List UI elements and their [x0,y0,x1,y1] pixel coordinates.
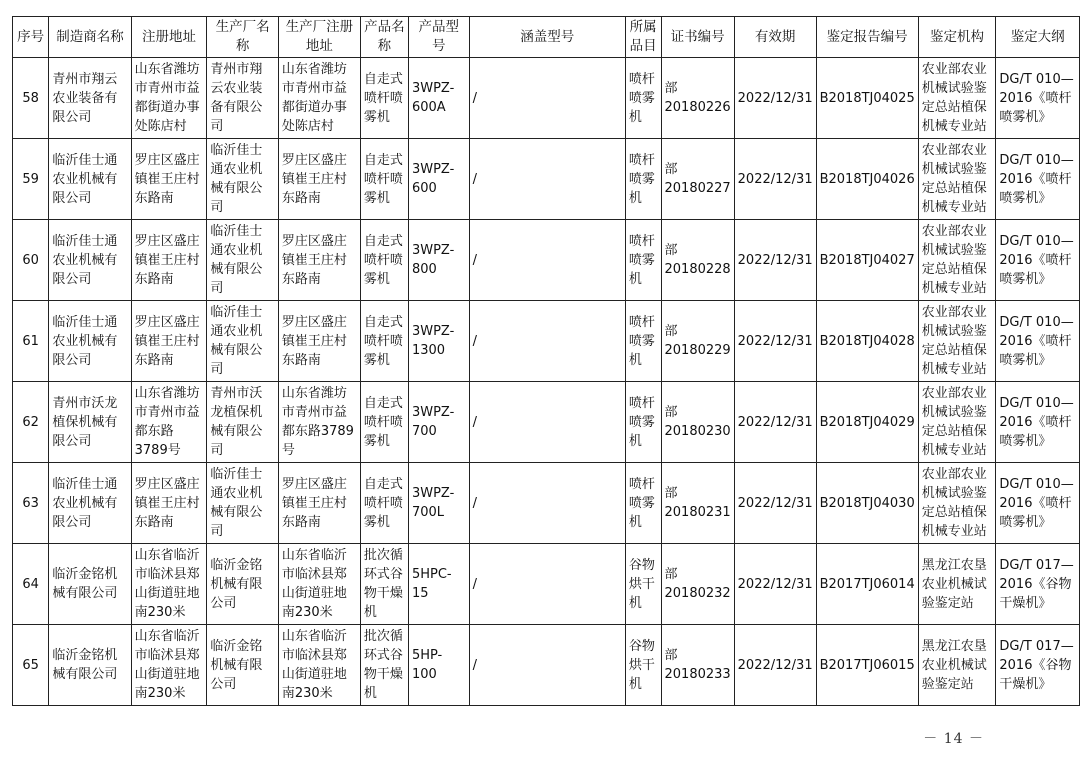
cell-cert-no: 部20180226 [661,58,734,139]
cell-factory: 临沂金铭机械有限公司 [207,544,278,625]
cell-covered-models: / [469,463,625,544]
table-row [13,58,1080,139]
cell-agency: 黑龙江农垦农业机械试验鉴定站 [918,544,996,625]
cell-factory: 青州市翔云农业装备有限公司 [207,58,278,139]
cell-no: 58 [13,58,49,139]
cell-manufacturer: 临沂金铭机械有限公司 [49,625,131,706]
cell-agency: 农业部农业机械试验鉴定总站植保机械专业站 [918,301,996,382]
header-report-no: 鉴定报告编号 [816,17,918,58]
cell-covered-models: / [469,544,625,625]
table-row [13,544,1080,625]
cell-valid: 2022/12/31 [734,301,816,382]
cell-category: 喷杆喷雾机 [625,382,661,463]
cell-category: 喷杆喷雾机 [625,220,661,301]
cell-valid: 2022/12/31 [734,220,816,301]
cell-valid: 2022/12/31 [734,58,816,139]
cell-address: 罗庄区盛庄镇崔王庄村东路南 [131,463,207,544]
cell-product: 自走式喷杆喷雾机 [360,139,408,220]
certificate-table [12,16,1080,706]
header-factory: 生产厂名称 [207,17,278,58]
header-address: 注册地址 [131,17,207,58]
cell-report-no: B2018TJ04030 [816,463,918,544]
cell-outline: DG/T 010—2016《喷杆喷雾机》 [996,58,1080,139]
cell-agency: 农业部农业机械试验鉴定总站植保机械专业站 [918,58,996,139]
cell-manufacturer: 青州市沃龙植保机械有限公司 [49,382,131,463]
cell-agency: 农业部农业机械试验鉴定总站植保机械专业站 [918,382,996,463]
cell-model: 3WPZ-1300 [408,301,469,382]
cell-agency: 黑龙江农垦农业机械试验鉴定站 [918,625,996,706]
header-covered-models: 涵盖型号 [469,17,625,58]
cell-model: 3WPZ-600 [408,139,469,220]
cell-manufacturer: 临沂金铭机械有限公司 [49,544,131,625]
header-manufacturer: 制造商名称 [49,17,131,58]
cell-cert-no: 部20180231 [661,463,734,544]
cell-manufacturer: 临沂佳士通农业机械有限公司 [49,139,131,220]
cell-cert-no: 部20180232 [661,544,734,625]
cell-category: 谷物烘干机 [625,544,661,625]
cell-manufacturer: 临沂佳士通农业机械有限公司 [49,463,131,544]
cell-report-no: B2018TJ04026 [816,139,918,220]
cell-outline: DG/T 010—2016《喷杆喷雾机》 [996,139,1080,220]
cell-covered-models: / [469,58,625,139]
cell-category: 喷杆喷雾机 [625,463,661,544]
cell-report-no: B2018TJ04025 [816,58,918,139]
cell-outline: DG/T 010—2016《喷杆喷雾机》 [996,220,1080,301]
cell-factory-address: 罗庄区盛庄镇崔王庄村东路南 [278,220,360,301]
cell-covered-models: / [469,301,625,382]
cell-no: 62 [13,382,49,463]
cell-valid: 2022/12/31 [734,625,816,706]
cell-agency: 农业部农业机械试验鉴定总站植保机械专业站 [918,463,996,544]
header-cert-no: 证书编号 [661,17,734,58]
cell-address: 山东省临沂市临沭县郑山街道驻地南230米 [131,544,207,625]
cell-outline: DG/T 010—2016《喷杆喷雾机》 [996,301,1080,382]
cell-address: 山东省临沂市临沭县郑山街道驻地南230米 [131,625,207,706]
cell-agency: 农业部农业机械试验鉴定总站植保机械专业站 [918,139,996,220]
cell-model: 3WPZ-700L [408,463,469,544]
cell-report-no: B2017TJ06015 [816,625,918,706]
cell-address: 罗庄区盛庄镇崔王庄村东路南 [131,139,207,220]
cell-model: 5HP-100 [408,625,469,706]
cell-factory-address: 罗庄区盛庄镇崔王庄村东路南 [278,139,360,220]
cell-outline: DG/T 017—2016《谷物干燥机》 [996,625,1080,706]
cell-no: 60 [13,220,49,301]
table-row [13,301,1080,382]
cell-factory: 临沂佳士通农业机械有限公司 [207,463,278,544]
cell-model: 3WPZ-700 [408,382,469,463]
table-row [13,139,1080,220]
cell-covered-models: / [469,625,625,706]
cell-product: 自走式喷杆喷雾机 [360,463,408,544]
page-number: － 14 － [923,731,984,747]
header-valid: 有效期 [734,17,816,58]
table-row [13,220,1080,301]
cell-cert-no: 部20180230 [661,382,734,463]
cell-product: 自走式喷杆喷雾机 [360,220,408,301]
cell-valid: 2022/12/31 [734,544,816,625]
header-no: 序号 [13,17,49,58]
cell-factory-address: 山东省潍坊市青州市益都街道办事处陈店村 [278,58,360,139]
cell-factory-address: 山东省临沂市临沭县郑山街道驻地南230米 [278,544,360,625]
cell-manufacturer: 临沂佳士通农业机械有限公司 [49,220,131,301]
cell-valid: 2022/12/31 [734,139,816,220]
cell-report-no: B2018TJ04029 [816,382,918,463]
cell-valid: 2022/12/31 [734,382,816,463]
cell-outline: DG/T 010—2016《喷杆喷雾机》 [996,463,1080,544]
cell-product: 自走式喷杆喷雾机 [360,382,408,463]
table-row [13,463,1080,544]
cell-no: 63 [13,463,49,544]
cell-factory: 临沂佳士通农业机械有限公司 [207,301,278,382]
cell-model: 3WPZ-800 [408,220,469,301]
cell-outline: DG/T 017—2016《谷物干燥机》 [996,544,1080,625]
cell-category: 谷物烘干机 [625,625,661,706]
cell-factory-address: 罗庄区盛庄镇崔王庄村东路南 [278,301,360,382]
table-row [13,382,1080,463]
cell-manufacturer: 青州市翔云农业装备有限公司 [49,58,131,139]
cell-no: 64 [13,544,49,625]
cell-product: 批次循环式谷物干燥机 [360,625,408,706]
cell-factory: 临沂佳士通农业机械有限公司 [207,139,278,220]
cell-no: 65 [13,625,49,706]
cell-no: 59 [13,139,49,220]
table-header-row [13,17,1080,58]
cell-product: 自走式喷杆喷雾机 [360,301,408,382]
cell-no: 61 [13,301,49,382]
table-row [13,625,1080,706]
header-outline: 鉴定大纲 [996,17,1080,58]
cell-address: 山东省潍坊市青州市益都东路3789号 [131,382,207,463]
cell-manufacturer: 临沂佳士通农业机械有限公司 [49,301,131,382]
cell-cert-no: 部20180227 [661,139,734,220]
cell-address: 罗庄区盛庄镇崔王庄村东路南 [131,220,207,301]
cell-report-no: B2018TJ04028 [816,301,918,382]
cell-cert-no: 部20180228 [661,220,734,301]
cell-factory-address: 山东省潍坊市青州市益都东路3789号 [278,382,360,463]
cell-report-no: B2017TJ06014 [816,544,918,625]
cell-covered-models: / [469,139,625,220]
header-agency: 鉴定机构 [918,17,996,58]
header-category: 所属品目 [625,17,661,58]
cell-address: 罗庄区盛庄镇崔王庄村东路南 [131,301,207,382]
cell-factory-address: 罗庄区盛庄镇崔王庄村东路南 [278,463,360,544]
cell-factory: 青州市沃龙植保机械有限公司 [207,382,278,463]
cell-agency: 农业部农业机械试验鉴定总站植保机械专业站 [918,220,996,301]
header-factory-address: 生产厂注册地址 [278,17,360,58]
cell-factory: 临沂佳士通农业机械有限公司 [207,220,278,301]
cell-valid: 2022/12/31 [734,463,816,544]
cell-category: 喷杆喷雾机 [625,301,661,382]
cell-model: 3WPZ-600A [408,58,469,139]
cell-model: 5HPC-15 [408,544,469,625]
cell-report-no: B2018TJ04027 [816,220,918,301]
header-product: 产品名称 [360,17,408,58]
cell-outline: DG/T 010—2016《喷杆喷雾机》 [996,382,1080,463]
cell-factory: 临沂金铭机械有限公司 [207,625,278,706]
header-model: 产品型号 [408,17,469,58]
cell-address: 山东省潍坊市青州市益都街道办事处陈店村 [131,58,207,139]
cell-product: 自走式喷杆喷雾机 [360,58,408,139]
cell-product: 批次循环式谷物干燥机 [360,544,408,625]
cell-covered-models: / [469,382,625,463]
cell-covered-models: / [469,220,625,301]
cell-category: 喷杆喷雾机 [625,139,661,220]
cell-category: 喷杆喷雾机 [625,58,661,139]
cell-cert-no: 部20180233 [661,625,734,706]
cell-cert-no: 部20180229 [661,301,734,382]
cell-factory-address: 山东省临沂市临沭县郑山街道驻地南230米 [278,625,360,706]
